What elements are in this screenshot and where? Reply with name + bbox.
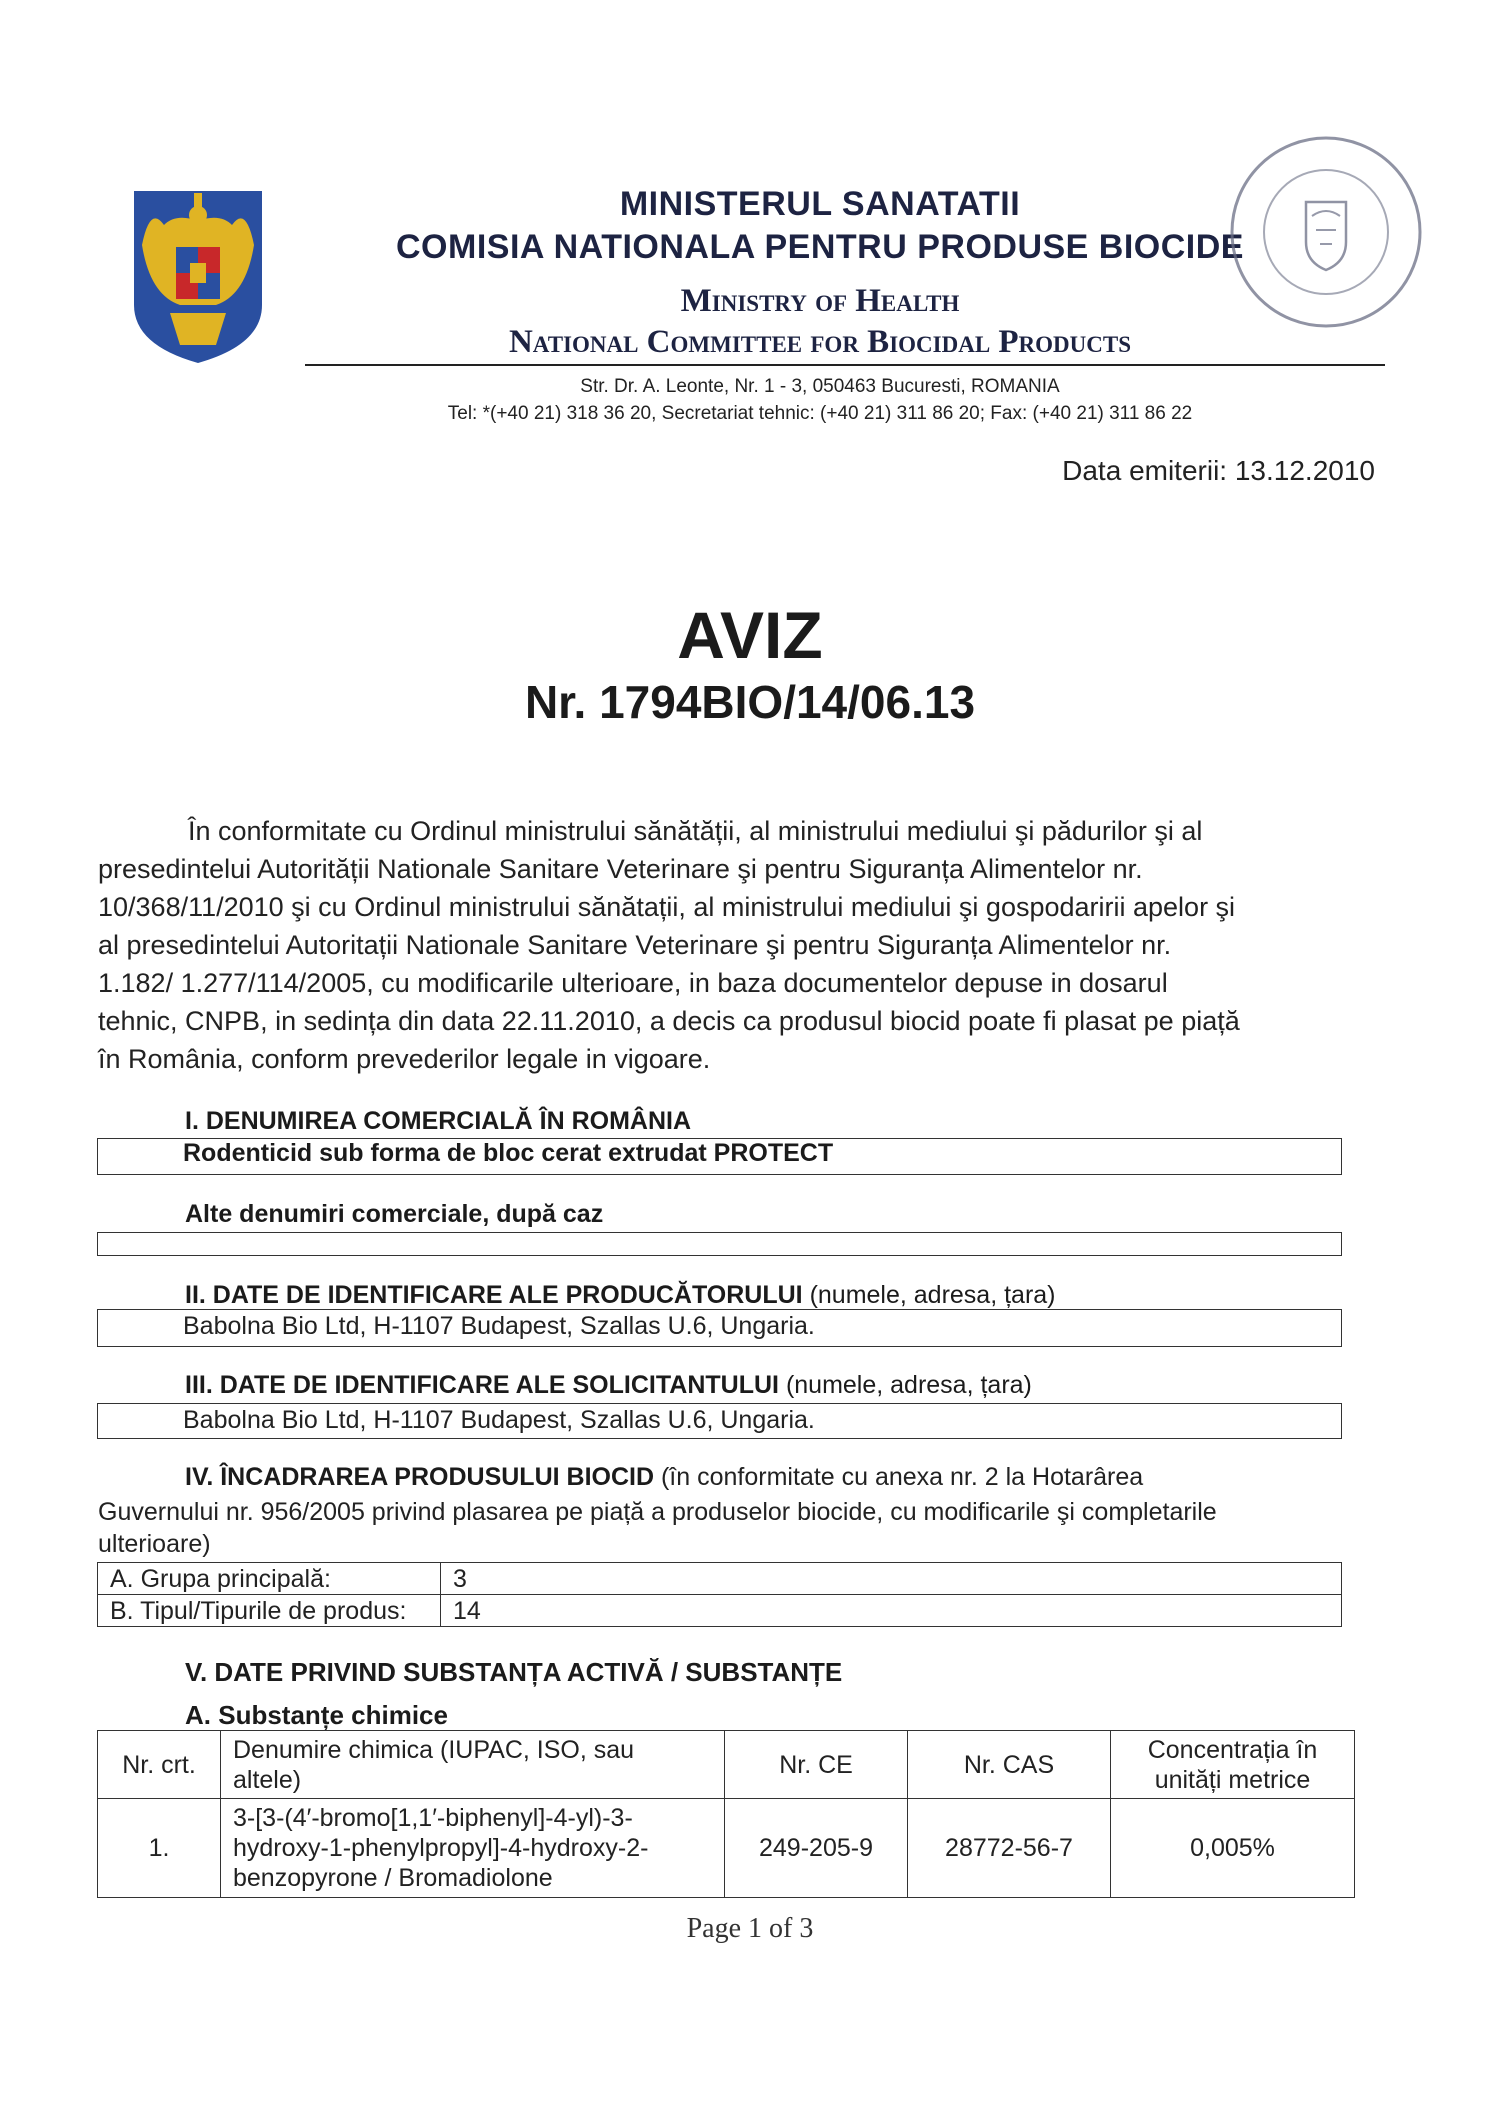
table-cell: 249-205-9 xyxy=(725,1799,908,1898)
table-cell: B. Tipul/Tipurile de produs: xyxy=(98,1595,441,1627)
committee-name-en: National Committee for Biocidal Products xyxy=(508,324,1132,360)
column-header-cas: Nr. CAS xyxy=(908,1731,1111,1799)
table-row xyxy=(98,1799,1355,1898)
classification-table xyxy=(97,1562,1342,1627)
column-header-name: Denumire chimica (IUPAC, ISO, sau altele) xyxy=(221,1731,725,1799)
table-cell: 1. xyxy=(98,1799,221,1898)
intro-line: 10/368/11/2010 şi cu Ordinul ministrului sănătații, al ministrului mediului şi gospodaririi apelor şi xyxy=(98,892,1236,922)
intro-line: În conformitate cu Ordinul ministrului sănătății, al ministrului mediului şi pădurilor şi al xyxy=(188,816,1203,846)
intro-line: în România, conform prevederilor legale in vigoare. xyxy=(98,1044,711,1074)
romania-coat-of-arms-icon xyxy=(130,185,266,365)
table-cell: 3-[3-(4′-bromo[1,1′-biphenyl]-4-yl)-3- hydroxy-1-phenylpropyl]-4-hydroxy-2- benzopyrone / Bromadiolone xyxy=(221,1799,725,1898)
section-5a-title: A. Substanțe chimice xyxy=(185,1700,448,1730)
section-4-note-1: (în conformitate cu anexa nr. 2 la Hotarârea xyxy=(660,1463,1144,1491)
section-2-title: II. DATE DE IDENTIFICARE ALE PRODUCĂTORULUI xyxy=(185,1281,803,1309)
producer-box xyxy=(97,1309,1342,1347)
trade-name: Rodenticid sub forma de bloc cerat extrudat PROTECT xyxy=(183,1139,834,1167)
header-address: Str. Dr. A. Leonte, Nr. 1 - 3, 050463 Bucuresti, ROMANIA xyxy=(580,376,1060,397)
intro-line: tehnic, CNPB, in sedința din data 22.11.2010, a decis ca produsul biocid poate fi plasat pe piață xyxy=(98,1006,1240,1036)
column-header-concentration: Concentrația în unități metrice xyxy=(1111,1731,1355,1799)
table-cell: 28772-56-7 xyxy=(908,1799,1111,1898)
intro-line: presedintelui Autorității Nationale Sanitare Veterinare şi pentru Siguranța Alimentelor nr. xyxy=(98,854,1143,884)
official-stamp-icon xyxy=(1216,132,1436,332)
header-contact: Tel: *(+40 21) 318 36 20, Secretariat tehnic: (+40 21) 311 86 20; Fax: (+40 21) 311 86 22 xyxy=(447,403,1193,424)
producer-value: Babolna Bio Ltd, H-1107 Budapest, Szallas U.6, Ungaria. xyxy=(183,1312,815,1340)
table-cell: A. Grupa principală: xyxy=(98,1563,441,1595)
intro-line: al presedintelui Autoritații Nationale Sanitare Veterinare şi pentru Siguranța Alimentelor nr. xyxy=(98,930,1172,960)
ministry-name-ro: MINISTERUL SANATATII xyxy=(619,185,1021,223)
header-divider xyxy=(305,364,1385,366)
section-2-note: (numele, adresa, țara) xyxy=(809,1281,1056,1309)
issue-date: Data emiterii: 13.12.2010 xyxy=(1062,455,1375,486)
table-row xyxy=(98,1595,1342,1627)
document-title: AVIZ xyxy=(677,598,823,672)
ministry-name-en: Ministry of Health xyxy=(680,283,960,319)
table-cell: 0,005% xyxy=(1111,1799,1355,1898)
section-4-note-3: ulterioare) xyxy=(98,1530,211,1558)
trade-name-box xyxy=(97,1138,1342,1175)
document-number: Nr. 1794BIO/14/06.13 xyxy=(524,676,976,728)
section-1-title: I. DENUMIREA COMERCIALĂ ÎN ROMÂNIA xyxy=(185,1107,692,1135)
table-row xyxy=(98,1563,1342,1595)
other-trade-names-box xyxy=(97,1232,1342,1256)
section-2-heading xyxy=(185,1281,1056,1310)
section-3-title: III. DATE DE IDENTIFICARE ALE SOLICITANTULUI xyxy=(185,1371,779,1399)
intro-paragraph xyxy=(98,812,1383,1078)
intro-line: 1.182/ 1.277/114/2005, cu modificarile ulterioare, in baza documentelor depuse in dosarul xyxy=(98,968,1168,998)
other-trade-names-value xyxy=(98,1233,1341,1235)
column-header-ce: Nr. CE xyxy=(725,1731,908,1799)
other-trade-names-label: Alte denumiri comerciale, după caz xyxy=(185,1200,604,1228)
section-4-heading xyxy=(98,1460,1388,1558)
committee-name-ro: COMISIA NATIONALA PENTRU PRODUSE BIOCIDE xyxy=(396,228,1244,266)
table-cell: 3 xyxy=(441,1563,1342,1595)
table-header-row xyxy=(98,1731,1355,1799)
section-4-note-2: Guvernului nr. 956/2005 privind plasarea pe piață a produselor biocide, cu modificarile şi completarile xyxy=(98,1498,1217,1526)
section-4-title: IV. ÎNCADRAREA PRODUSULUI BIOCID xyxy=(185,1463,655,1491)
table-cell: 14 xyxy=(441,1595,1342,1627)
section-3-note: (numele, adresa, țara) xyxy=(785,1371,1032,1399)
applicant-value: Babolna Bio Ltd, H-1107 Budapest, Szallas U.6, Ungaria. xyxy=(183,1406,815,1434)
active-substances-table xyxy=(97,1730,1355,1898)
section-5-title: V. DATE PRIVIND SUBSTANȚA ACTIVĂ / SUBSTANȚE xyxy=(185,1657,843,1687)
column-header-nr: Nr. crt. xyxy=(98,1731,221,1799)
applicant-box xyxy=(97,1403,1342,1439)
section-3-heading xyxy=(185,1371,1032,1400)
page-footer: Page 1 of 3 xyxy=(686,1913,814,1944)
